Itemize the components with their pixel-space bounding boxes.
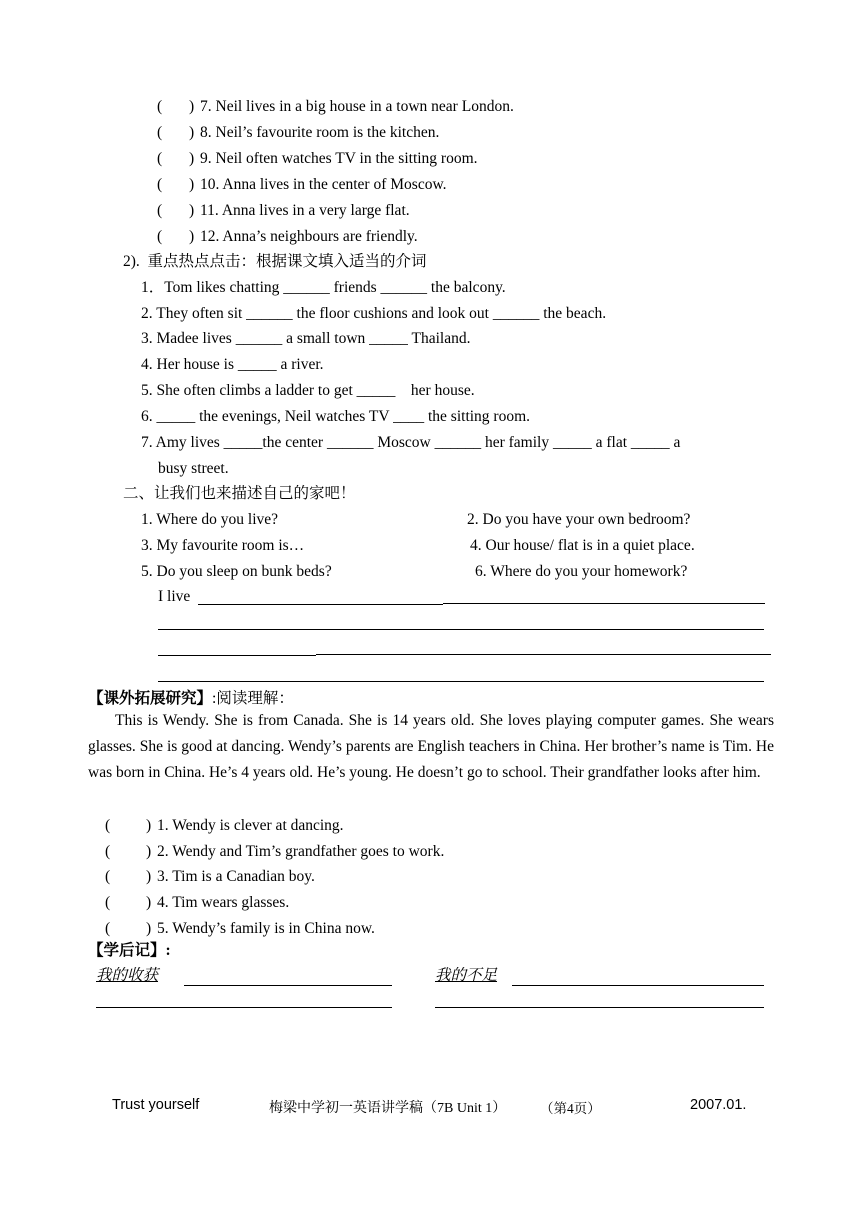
footer-motto: Trust yourself	[112, 1097, 200, 1113]
rq-close: )	[146, 843, 152, 860]
prep-item: 7. Amy lives _____the center ______ Moscow ______ her family _____ a flat _____ a	[141, 434, 681, 451]
section-heading-prepositions: 2). 重点热点点击：根据课文填入适当的介词	[123, 253, 427, 270]
tf-item-text: 8. Neil’s favourite room is the kitchen.	[200, 124, 440, 141]
tf-item-text: 9. Neil often watches TV in the sitting room.	[200, 150, 478, 167]
prep-item: 6. _____ the evenings, Neil watches TV ____ the sitting room.	[141, 408, 531, 425]
rq-paren: (	[105, 843, 111, 860]
rq-paren: (	[105, 894, 111, 911]
shortcomings-line	[512, 985, 764, 986]
tf-close: )	[189, 124, 195, 141]
writing-line	[198, 604, 443, 605]
prep-item: 1．Tom likes chatting ______ friends ______ the balcony.	[141, 279, 506, 296]
section-heading-describe-home: 二、让我们也来描述自己的家吧！	[123, 485, 356, 502]
writing-line	[158, 655, 316, 656]
tf-close: )	[189, 150, 195, 167]
extension-heading-rest: :阅读理解：	[212, 690, 294, 707]
rq-paren: (	[105, 817, 111, 834]
question-left: 3. My favourite room is…	[141, 537, 305, 554]
rq-paren: (	[105, 868, 111, 885]
tf-paren: (	[157, 202, 163, 219]
footer-page-number: （第4页）	[540, 1101, 601, 1116]
reading-passage: This is Wendy. She is from Canada. She is 14 years old. She loves playing computer games. She wears glasses. She is good at dancing. Wendy’s parents are English teachers in China. Her brother’s name is Tim. He was born in China. He’s 4 years old. He’s young. He doesn’t go to school. Their grandfather looks after him.	[88, 712, 774, 781]
rq-close: )	[146, 920, 152, 937]
rq-close: )	[146, 894, 152, 911]
rq-close: )	[146, 868, 152, 885]
prep-item: 4. Her house is _____ a river.	[141, 356, 324, 373]
tf-paren: (	[157, 98, 163, 115]
tf-close: )	[189, 228, 195, 245]
question-right: 2. Do you have your own bedroom?	[467, 511, 691, 528]
shortcomings-label: 我的不足	[435, 967, 498, 984]
tf-paren: (	[157, 176, 163, 193]
question-right: 4. Our house/ flat is in a quiet place.	[470, 537, 695, 554]
shortcomings-line	[435, 1007, 764, 1008]
gains-line	[184, 985, 392, 986]
tf-item-text: 12. Anna’s neighbours are friendly.	[200, 228, 418, 245]
rq-text: 3. Tim is a Canadian boy.	[157, 868, 315, 885]
tf-paren: (	[157, 150, 163, 167]
rq-text: 5. Wendy’s family is in China now.	[157, 920, 375, 937]
footer-date: 2007.01.	[690, 1097, 747, 1113]
writing-line	[316, 654, 771, 655]
prep-item: 3. Madee lives ______ a small town _____ Thailand.	[141, 330, 471, 347]
question-left: 5. Do you sleep on bunk beds?	[141, 563, 332, 580]
prep-item: 2. They often sit ______ the floor cushions and look out ______ the beach.	[141, 305, 607, 322]
tf-paren: (	[157, 124, 163, 141]
writing-prompt: I live	[158, 588, 191, 605]
section-heading-after-class: 【学后记】:	[88, 942, 171, 959]
prep-item-continuation: busy street.	[158, 460, 229, 477]
tf-close: )	[189, 98, 195, 115]
rq-text: 2. Wendy and Tim’s grandfather goes to work.	[157, 843, 445, 860]
tf-item-text: 11. Anna lives in a very large flat.	[200, 202, 410, 219]
writing-line	[158, 629, 764, 630]
extension-heading-bold: 【课外拓展研究】	[88, 690, 213, 707]
section-heading-extension	[88, 690, 294, 708]
tf-paren: (	[157, 228, 163, 245]
footer-title: 梅梁中学初一英语讲学稿（7B Unit 1）	[269, 1101, 507, 1116]
writing-line	[443, 603, 765, 604]
tf-item-text: 7. Neil lives in a big house in a town near London.	[200, 98, 514, 115]
rq-close: )	[146, 817, 152, 834]
tf-item-text: 10. Anna lives in the center of Moscow.	[200, 176, 447, 193]
gains-label: 我的收获	[96, 967, 159, 984]
writing-line	[158, 681, 764, 682]
tf-close: )	[189, 176, 195, 193]
prep-item: 5. She often climbs a ladder to get _____ her house.	[141, 382, 475, 399]
rq-paren: (	[105, 920, 111, 937]
gains-line	[96, 1007, 392, 1008]
rq-text: 4. Tim wears glasses.	[157, 894, 290, 911]
rq-text: 1. Wendy is clever at dancing.	[157, 817, 344, 834]
question-left: 1. Where do you live?	[141, 511, 279, 528]
question-right: 6. Where do you your homework?	[475, 563, 688, 580]
tf-close: )	[189, 202, 195, 219]
